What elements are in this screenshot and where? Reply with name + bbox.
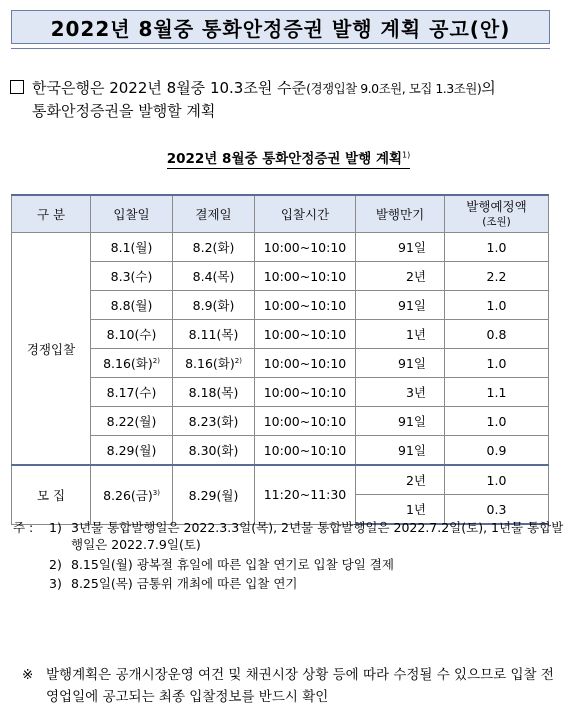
note-1-text: 3년물 통합발행일은 2022.3.3일(목), 2년물 통합발행일은 2022.7.2일(토), 1년물 통합발행일은 2022.7.9일(토) <box>71 520 564 552</box>
header-settle-date: 결제일 <box>173 195 255 233</box>
table-caption-text <box>167 151 411 169</box>
settle-date-cell <box>173 436 255 466</box>
note-1 <box>13 519 565 556</box>
title-box <box>11 10 550 44</box>
bid-time-cell: 10:00~10:10 <box>255 291 356 320</box>
settle-date-cell-text: 8.2(화) <box>192 240 235 255</box>
table-row <box>12 233 549 262</box>
bid-date-cell <box>91 349 173 378</box>
competitive-label: 경쟁입찰 <box>12 233 91 466</box>
maturity-cell: 91일 <box>356 233 445 262</box>
bid-time-cell: 10:00~10:10 <box>255 378 356 407</box>
amount-cell: 0.8 <box>445 320 549 349</box>
page-title: 2022년 8월중 통화안정증권 발행 계획 공고(안) <box>50 16 511 41</box>
bid-date-cell-note: 2) <box>152 356 160 365</box>
settle-date-cell-text: 8.18(목) <box>188 385 239 400</box>
bid-date-cell <box>91 436 173 466</box>
bid-date-cell-text: 8.16(화) <box>103 356 153 371</box>
table-row <box>12 378 549 407</box>
intro-paren: (경쟁입찰 9.0조원, 모집 1.3조원) <box>306 81 482 96</box>
settle-date-cell-text: 8.30(화) <box>188 443 239 458</box>
bid-date-cell-text: 8.10(수) <box>106 327 157 342</box>
amount-cell: 2.2 <box>445 262 549 291</box>
settle-date-cell <box>173 320 255 349</box>
intro-text-1: 한국은행은 2022년 8월중 10.3조원 수준 <box>32 79 307 97</box>
bid-date-cell-text: 8.22(월) <box>106 414 157 429</box>
table-row <box>12 291 549 320</box>
maturity-cell: 91일 <box>356 291 445 320</box>
settle-date-cell <box>173 349 255 378</box>
issuance-plan-table <box>11 194 549 525</box>
amount-cell: 1.0 <box>445 465 549 495</box>
title-underline <box>11 48 550 49</box>
settle-date-cell-note: 2) <box>234 356 242 365</box>
caption-footnote-ref: 1) <box>402 150 411 160</box>
amount-cell: 1.0 <box>445 407 549 436</box>
amount-cell: 1.0 <box>445 291 549 320</box>
table-body <box>12 233 549 525</box>
bid-date-cell <box>91 378 173 407</box>
bid-time-cell: 10:00~10:10 <box>255 233 356 262</box>
maturity-cell: 2년 <box>356 262 445 291</box>
intro-paragraph <box>10 77 560 123</box>
maturity-cell: 3년 <box>356 378 445 407</box>
table-row <box>12 262 549 291</box>
settle-date-cell <box>173 407 255 436</box>
amount-cell: 1.1 <box>445 378 549 407</box>
note-2-number: 2) <box>49 557 62 572</box>
table-caption <box>0 147 577 167</box>
maturity-cell: 1년 <box>356 495 445 525</box>
bid-time-cell: 10:00~10:10 <box>255 262 356 291</box>
bid-time-cell: 10:00~10:10 <box>255 320 356 349</box>
settle-date-cell-text: 8.11(목) <box>188 327 239 342</box>
header-amount-unit: (조원) <box>482 215 511 228</box>
header-bid-date: 입찰일 <box>91 195 173 233</box>
bid-time-cell: 10:00~10:10 <box>255 349 356 378</box>
bid-date-cell-text: 8.29(월) <box>106 443 157 458</box>
maturity-cell: 2년 <box>356 465 445 495</box>
header-amount <box>445 195 549 233</box>
settle-date-cell <box>173 378 255 407</box>
settle-date-cell-text: 8.9(화) <box>192 298 235 313</box>
table-row <box>12 320 549 349</box>
bid-date-cell <box>91 262 173 291</box>
sub-settle-date-cell: 8.29(월) <box>173 465 255 524</box>
intro-text-2: 의 <box>481 79 496 97</box>
bid-date-cell-text: 8.8(월) <box>110 298 153 313</box>
settle-date-cell <box>173 262 255 291</box>
bid-time-cell: 10:00~10:10 <box>255 436 356 466</box>
bid-date-cell-text: 8.3(수) <box>110 269 153 284</box>
settle-date-cell <box>173 233 255 262</box>
maturity-cell: 91일 <box>356 349 445 378</box>
maturity-cell: 91일 <box>356 436 445 466</box>
bid-date-cell <box>91 320 173 349</box>
sub-bid-date-cell-note: 3) <box>152 488 160 497</box>
caption-label: 2022년 8월중 통화안정증권 발행 계획 <box>166 151 403 167</box>
bid-date-cell-text: 8.17(수) <box>106 385 157 400</box>
table-row <box>12 407 549 436</box>
sub-bid-date-cell <box>91 465 173 524</box>
bid-date-cell-text: 8.1(월) <box>110 240 153 255</box>
settle-date-cell <box>173 291 255 320</box>
note-2 <box>13 556 565 575</box>
amount-cell: 1.0 <box>445 349 549 378</box>
intro-line-2: 통화안정증권을 발행할 계획 <box>32 102 216 120</box>
settle-date-cell-text: 8.23(화) <box>188 414 239 429</box>
table-header-row <box>12 195 549 233</box>
note-3 <box>13 575 565 594</box>
header-bid-time: 입찰시간 <box>255 195 356 233</box>
table-row <box>12 349 549 378</box>
table-row <box>12 465 549 495</box>
header-amount-label: 발행예정액 <box>466 198 527 214</box>
intro-line-1 <box>10 77 560 100</box>
sub-bid-date-cell-text: 8.26(금) <box>103 487 153 503</box>
bid-time-cell: 10:00~10:10 <box>255 407 356 436</box>
maturity-cell: 1년 <box>356 320 445 349</box>
note-1-number: 1) <box>49 520 62 535</box>
note-3-text: 8.25일(목) 금통위 개최에 따른 입찰 연기 <box>71 576 298 591</box>
reference-mark-icon: ※ <box>22 667 34 683</box>
header-category: 구 분 <box>12 195 91 233</box>
bid-date-cell <box>91 407 173 436</box>
amount-cell: 1.0 <box>445 233 549 262</box>
settle-date-cell-text: 8.16(화) <box>185 356 235 371</box>
header-maturity: 발행만기 <box>356 195 445 233</box>
amount-cell: 0.3 <box>445 495 549 525</box>
settle-date-cell-text: 8.4(목) <box>192 269 235 284</box>
table-row <box>12 436 549 466</box>
sub-bid-time-cell: 11:20~11:30 <box>255 465 356 524</box>
amount-cell: 0.9 <box>445 436 549 466</box>
bid-date-cell <box>91 291 173 320</box>
checkbox-bullet-icon <box>10 80 24 94</box>
footnote-text: 발행계획은 공개시장운영 여건 및 채권시장 상황 등에 따라 수정될 수 있으므로 입찰 전 영업일에 공고되는 최종 입찰정보를 반드시 확인 <box>46 667 554 705</box>
notes-section <box>13 519 565 594</box>
note-2-text: 8.15일(월) 광복절 휴일에 따른 입찰 연기로 입찰 당일 결제 <box>71 557 394 572</box>
note-3-number: 3) <box>49 576 62 591</box>
maturity-cell: 91일 <box>356 407 445 436</box>
bid-date-cell <box>91 233 173 262</box>
footnote <box>22 664 562 708</box>
subscription-label: 모 집 <box>12 465 91 524</box>
notes-head: 주 : <box>13 520 34 535</box>
